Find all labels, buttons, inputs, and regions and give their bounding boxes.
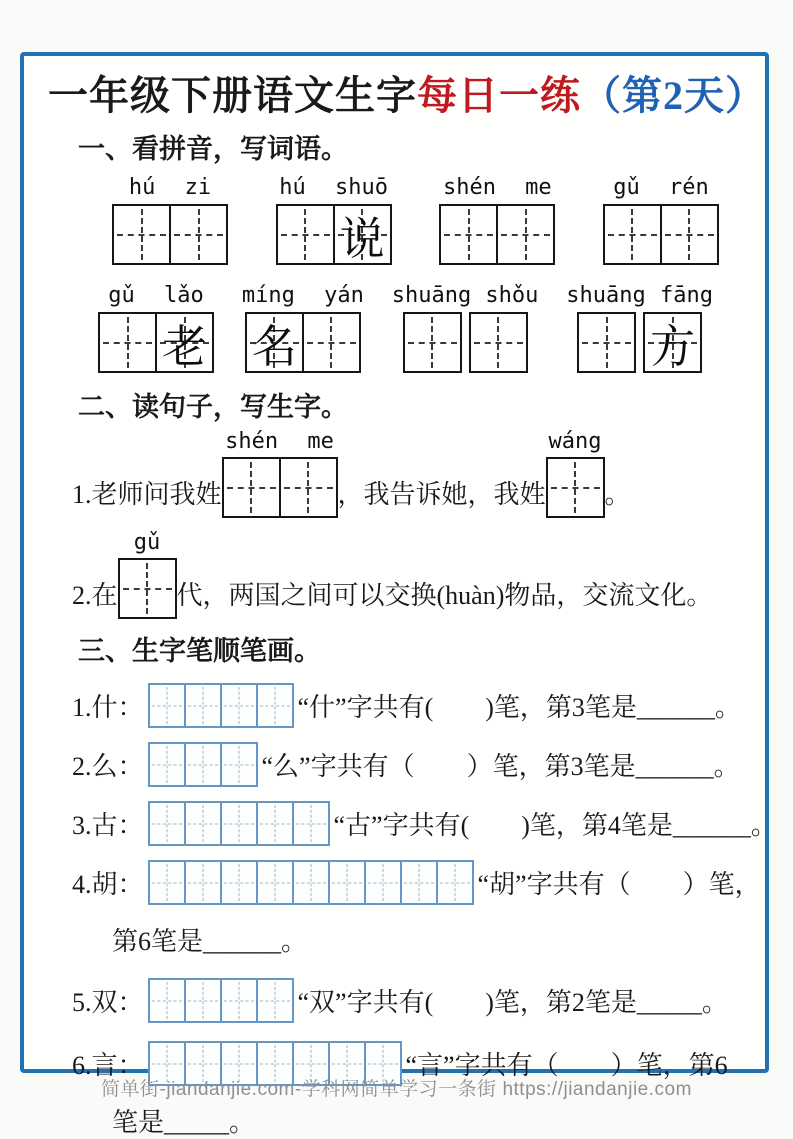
item-text: “双”字共有( )笔，第2笔是_____。	[297, 988, 728, 1017]
writing-grid	[98, 312, 214, 373]
grid-cell	[155, 314, 212, 371]
cell-character	[171, 206, 226, 263]
item-text: “么”字共有（ ）笔，第3笔是______。	[261, 752, 740, 781]
cell-character	[100, 314, 155, 371]
stroke-grid-cell	[220, 744, 256, 785]
stroke-item-4-continuation: 第6笔是______。	[112, 927, 308, 956]
pinyin-label: shén me	[442, 175, 552, 200]
cell-character: 说	[339, 214, 385, 264]
grid-cell	[403, 312, 462, 373]
writing-grid	[403, 312, 528, 373]
page-title	[48, 64, 766, 121]
pinyin-label: shuāng shǒu	[391, 283, 539, 308]
grid-cell	[605, 206, 660, 263]
pinyin-row-2	[98, 283, 713, 373]
stroke-grid-cell	[184, 862, 220, 903]
sentence-text: 2.在	[72, 581, 118, 610]
cell-character	[662, 206, 717, 263]
cell-character	[304, 314, 359, 371]
cell-character	[278, 206, 333, 263]
title-red: 每日一练	[417, 73, 581, 118]
pinyin-group	[242, 283, 364, 373]
writing-grid	[439, 204, 555, 265]
cell-character	[114, 206, 169, 263]
cell-character: 方	[650, 322, 696, 372]
pinyin-label: gǔ	[133, 530, 161, 555]
title-black: 一年级下册语文生字	[48, 73, 417, 118]
grid-cell	[278, 206, 333, 263]
item-text: “古”字共有( )笔，第4笔是______。	[333, 811, 777, 840]
stroke-grid-cell	[292, 862, 328, 903]
pinyin-row-1	[112, 175, 719, 265]
grid-cell	[469, 312, 528, 373]
pinyin-label: shén me	[225, 429, 334, 454]
title-blue: （第2天）	[581, 73, 766, 118]
writing-grid	[276, 204, 392, 265]
stroke-grid	[148, 742, 258, 787]
section1-heading: 一、看拼音，写词语。	[78, 134, 348, 164]
stroke-item-5	[72, 978, 745, 1023]
sentence-2	[72, 530, 745, 619]
sentence-text: 代，两国之间可以交换(huàn)物品，交流文化。	[176, 581, 713, 610]
cell-character	[471, 314, 526, 371]
grid-cell	[577, 312, 636, 373]
grid-cell	[643, 312, 702, 373]
grid-cell	[279, 459, 336, 516]
grid-cell	[114, 206, 169, 263]
grid-cell	[100, 314, 155, 371]
stroke-grid-cell	[256, 862, 292, 903]
stroke-grid-cell	[150, 862, 184, 903]
grid-cell	[302, 314, 359, 371]
stroke-grid-cell	[256, 685, 292, 726]
stroke-grid-cell	[220, 803, 256, 844]
stroke-grid-cell	[364, 862, 400, 903]
stroke-grid	[148, 801, 330, 846]
sentence-1	[72, 429, 745, 518]
grid-cell	[441, 206, 496, 263]
grid-cell	[496, 206, 553, 263]
stroke-grid-cell	[150, 685, 184, 726]
pinyin-group	[603, 175, 719, 265]
cell-character	[605, 206, 660, 263]
item-label: 3.古：	[72, 811, 144, 840]
stroke-grid	[148, 683, 294, 728]
stroke-grid-cell	[256, 803, 292, 844]
pinyin-label: shuāng fāng	[566, 283, 713, 308]
pinyin-group	[392, 283, 539, 373]
writing-grid	[112, 204, 228, 265]
writing-grid	[245, 312, 361, 373]
stroke-item-1	[72, 683, 745, 728]
stroke-grid-cell	[256, 980, 292, 1021]
cell-character	[405, 314, 460, 371]
cell-character	[441, 206, 496, 263]
item-label: 5.双：	[72, 988, 144, 1017]
stroke-item-3	[72, 801, 777, 846]
writing-grid	[577, 312, 702, 373]
stroke-grid-cell	[184, 685, 220, 726]
stroke-item-6-continuation: 笔是_____。	[112, 1108, 256, 1137]
pinyin-label: gǔ rén	[613, 175, 709, 200]
grid-cell	[224, 459, 279, 516]
stroke-grid	[148, 860, 474, 905]
pinyin-group	[276, 175, 392, 265]
stroke-grid-cell	[220, 862, 256, 903]
sentence-text: ，我告诉她，我姓	[337, 480, 546, 509]
item-text: “胡”字共有（ ）笔，	[477, 870, 761, 899]
writing-grid	[546, 457, 605, 518]
stroke-item-2	[72, 742, 745, 787]
inline-grid-with-pinyin	[222, 429, 338, 518]
cell-character: 老	[161, 322, 207, 372]
pinyin-group	[566, 283, 713, 373]
stroke-grid-cell	[220, 980, 256, 1021]
item-label: 1.什：	[72, 693, 144, 722]
stroke-grid-cell	[436, 862, 472, 903]
pinyin-group	[98, 283, 214, 373]
item-label: 4.胡：	[72, 870, 144, 899]
grid-cell	[120, 560, 175, 617]
cell-character	[498, 206, 553, 263]
inline-grid-with-pinyin	[118, 530, 177, 619]
pinyin-label: hú shuō	[279, 175, 389, 200]
stroke-grid-cell	[292, 803, 328, 844]
pinyin-group	[439, 175, 555, 265]
section2-heading: 二、读句子，写生字。	[78, 392, 348, 422]
stroke-grid-cell	[184, 980, 220, 1021]
stroke-grid-cell	[150, 803, 184, 844]
pinyin-label: míng yán	[241, 283, 364, 308]
stroke-grid-cell	[400, 862, 436, 903]
cell-character: 名	[251, 322, 297, 372]
section3-heading: 三、生字笔顺笔画。	[78, 636, 321, 666]
writing-grid	[603, 204, 719, 265]
item-label: 6.言：	[72, 1051, 144, 1080]
pinyin-label: hú zi	[128, 175, 212, 200]
footer-watermark: 简单街-jiandanjie.com-学科网简单学习一条街 https://jiandanjie.com	[101, 1079, 692, 1100]
stroke-grid-cell	[184, 744, 220, 785]
writing-grid	[118, 558, 177, 619]
stroke-grid-cell	[328, 862, 364, 903]
item-text: “言”字共有（ ）笔，第6	[405, 1051, 728, 1080]
pinyin-label: wáng	[548, 429, 602, 454]
item-label: 2.么：	[72, 752, 144, 781]
sentence-text: 。	[604, 480, 631, 509]
stroke-grid	[148, 978, 294, 1023]
cell-character	[579, 314, 634, 371]
grid-cell	[548, 459, 603, 516]
item-text: “什”字共有( )笔，第3笔是______。	[297, 693, 741, 722]
stroke-grid-cell	[150, 744, 184, 785]
pinyin-group	[112, 175, 228, 265]
sentence-text: 1.老师问我姓	[72, 480, 222, 509]
stroke-grid-cell	[184, 803, 220, 844]
stroke-grid-cell	[220, 685, 256, 726]
grid-cell	[247, 314, 302, 371]
stroke-item-4	[72, 860, 761, 905]
grid-cell	[169, 206, 226, 263]
stroke-grid-cell	[150, 980, 184, 1021]
inline-grid-with-pinyin	[546, 429, 605, 518]
grid-cell	[660, 206, 717, 263]
grid-cell	[333, 206, 390, 263]
pinyin-label: gǔ lǎo	[108, 283, 204, 308]
writing-grid	[222, 457, 338, 518]
